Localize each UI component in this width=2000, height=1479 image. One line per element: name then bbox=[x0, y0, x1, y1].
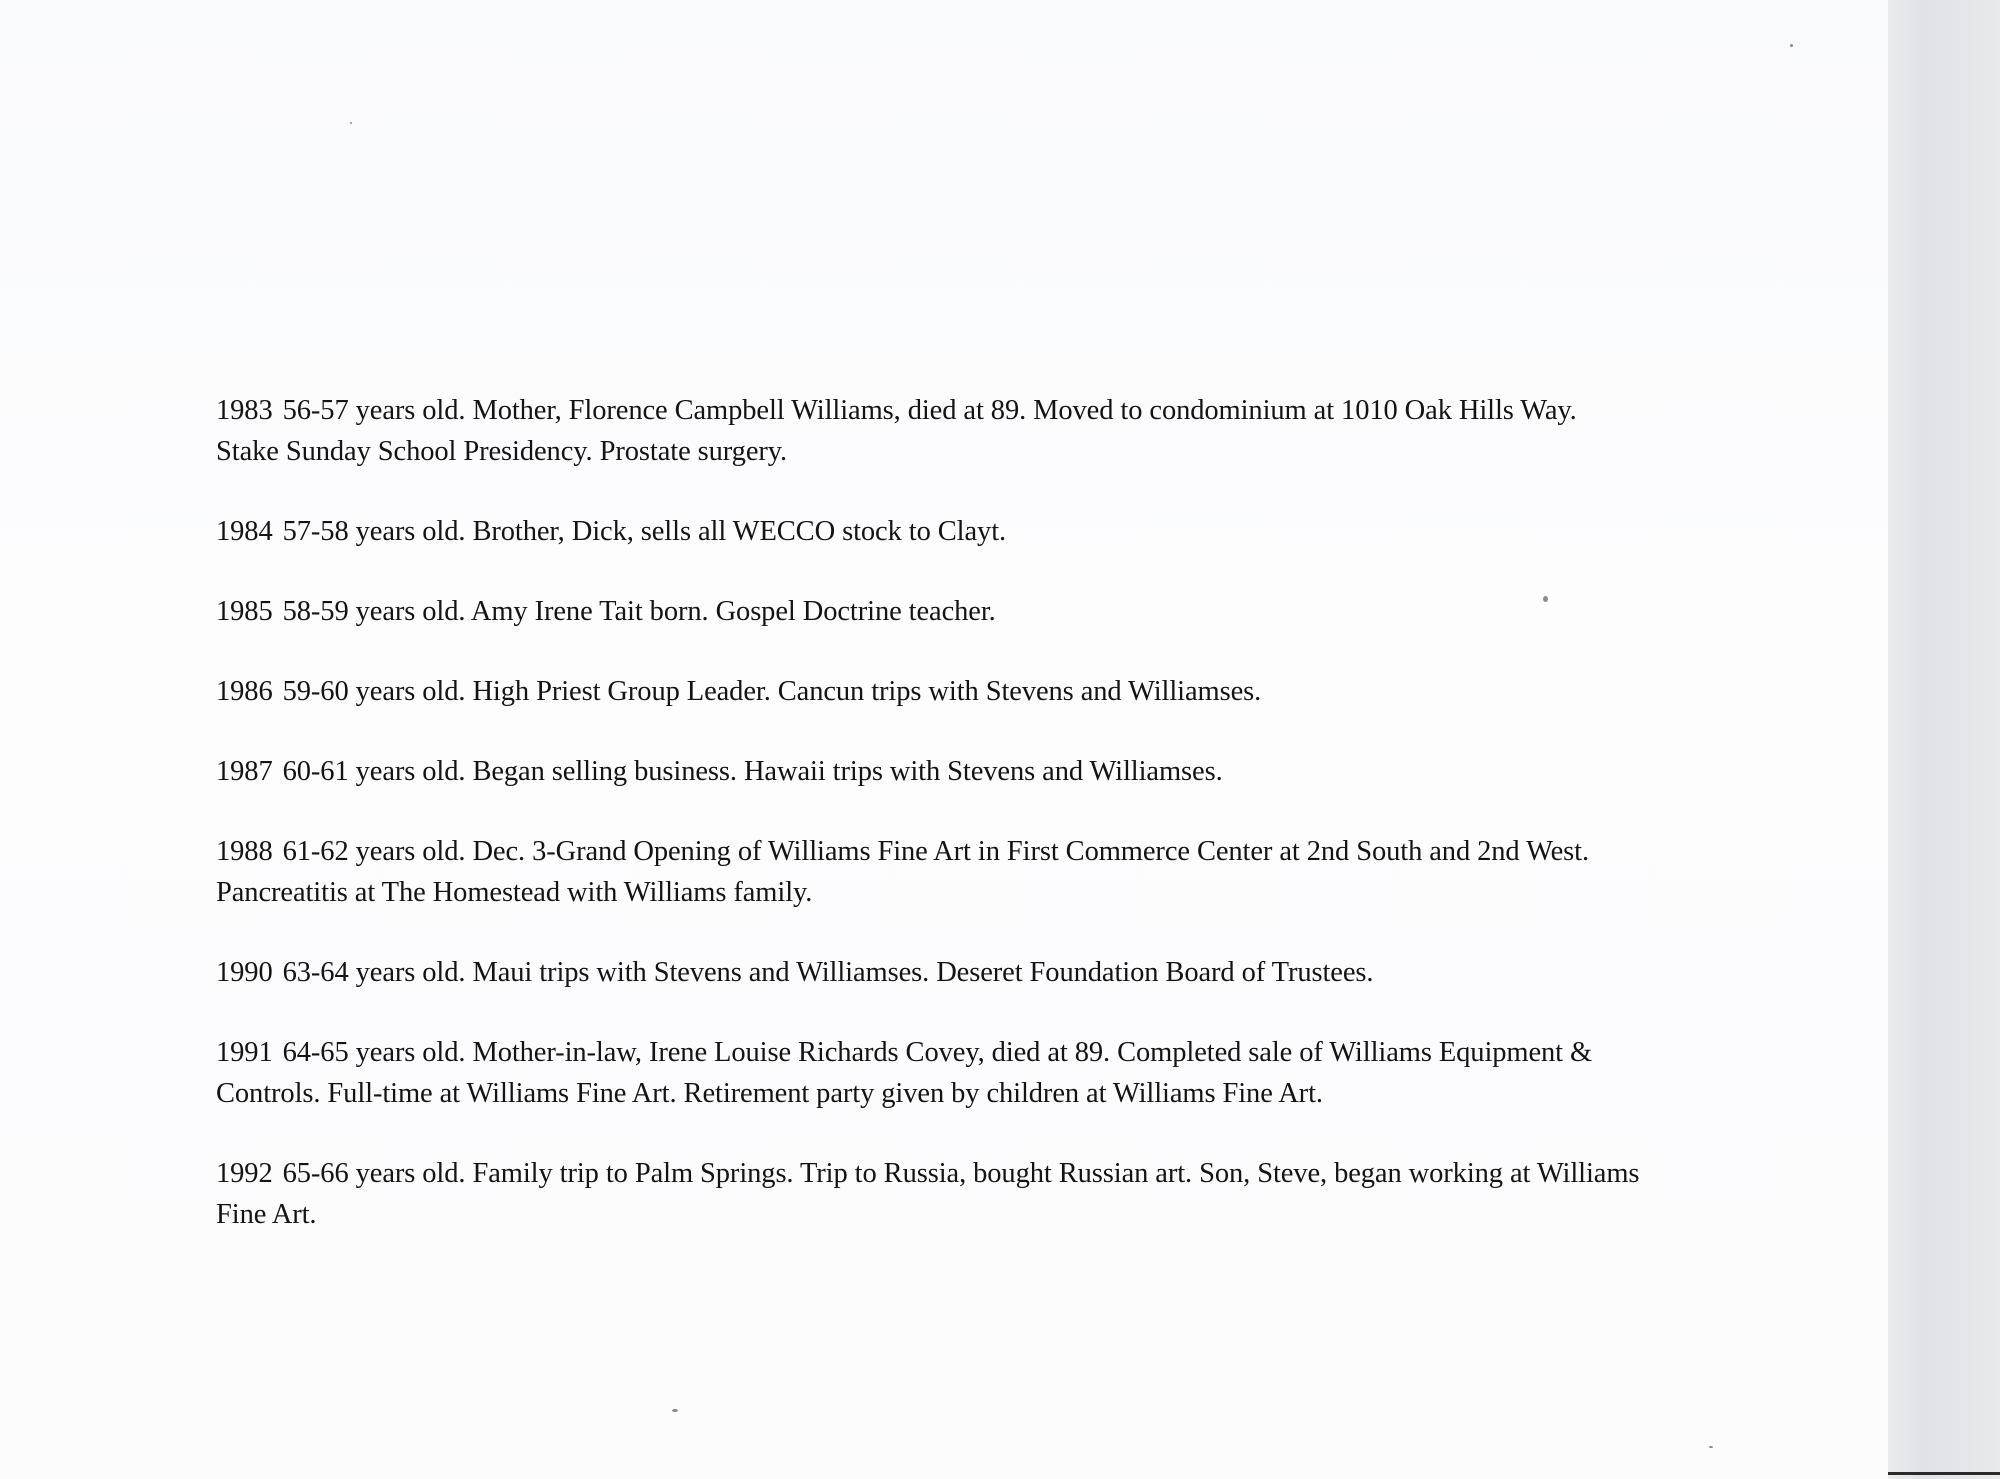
timeline-entry-1991 bbox=[216, 1032, 1646, 1114]
scan-speck bbox=[350, 122, 352, 124]
entry-year: 1986 bbox=[216, 676, 273, 707]
entry-text: 61-62 years old. Dec. 3-Grand Opening of Williams Fine Art in First Commerce Center at 2nd South and 2nd West. Pancreatitis at The Homestead with Williams family. bbox=[216, 836, 1589, 908]
entry-text: 56-57 years old. Mother, Florence Campbell Williams, died at 89. Moved to condominium at 1010 Oak Hills Way. Stake Sunday School Presidency. Prostate surgery. bbox=[216, 395, 1577, 467]
entry-year: 1991 bbox=[216, 1037, 273, 1068]
scan-edge-line bbox=[1888, 1472, 2000, 1475]
entry-text: 59-60 years old. High Priest Group Leader. Cancun trips with Stevens and Williamses. bbox=[282, 676, 1262, 707]
timeline-entry-1983 bbox=[216, 390, 1646, 472]
scan-speck bbox=[1790, 44, 1793, 47]
scan-edge bbox=[1888, 0, 2000, 1479]
entry-text: 58-59 years old. Amy Irene Tait born. Gospel Doctrine teacher. bbox=[282, 596, 996, 627]
entry-year: 1985 bbox=[216, 596, 273, 627]
timeline-entry-1986 bbox=[216, 671, 1646, 712]
timeline-entry-1984 bbox=[216, 511, 1646, 552]
timeline-entry-1992 bbox=[216, 1153, 1646, 1235]
entry-year: 1988 bbox=[216, 836, 273, 867]
entry-year: 1987 bbox=[216, 756, 273, 787]
timeline-entry-1990 bbox=[216, 952, 1646, 993]
scan-speck bbox=[1709, 1446, 1713, 1448]
entry-text: 57-58 years old. Brother, Dick, sells all WECCO stock to Clayt. bbox=[282, 516, 1007, 547]
entry-text: 64-65 years old. Mother-in-law, Irene Louise Richards Covey, died at 89. Completed sale of Williams Equipment & Controls. Full-time at Williams Fine Art. Retirement party given by children at Williams Fine Art. bbox=[216, 1037, 1593, 1109]
scan-speck bbox=[672, 1409, 678, 1412]
entry-year: 1990 bbox=[216, 957, 273, 988]
entry-year: 1984 bbox=[216, 516, 273, 547]
entry-year: 1983 bbox=[216, 395, 273, 426]
timeline-entries bbox=[216, 390, 1646, 1274]
timeline-entry-1988 bbox=[216, 831, 1646, 913]
entry-year: 1992 bbox=[216, 1158, 273, 1189]
timeline-entry-1985 bbox=[216, 591, 1646, 632]
timeline-entry-1987 bbox=[216, 751, 1646, 792]
entry-text: 60-61 years old. Began selling business. Hawaii trips with Stevens and Williamses. bbox=[282, 756, 1223, 787]
entry-text: 65-66 years old. Family trip to Palm Springs. Trip to Russia, bought Russian art. Son, Steve, began working at Williams Fine Art. bbox=[216, 1158, 1640, 1230]
entry-text: 63-64 years old. Maui trips with Stevens and Williamses. Deseret Foundation Board of Trustees. bbox=[282, 957, 1374, 988]
